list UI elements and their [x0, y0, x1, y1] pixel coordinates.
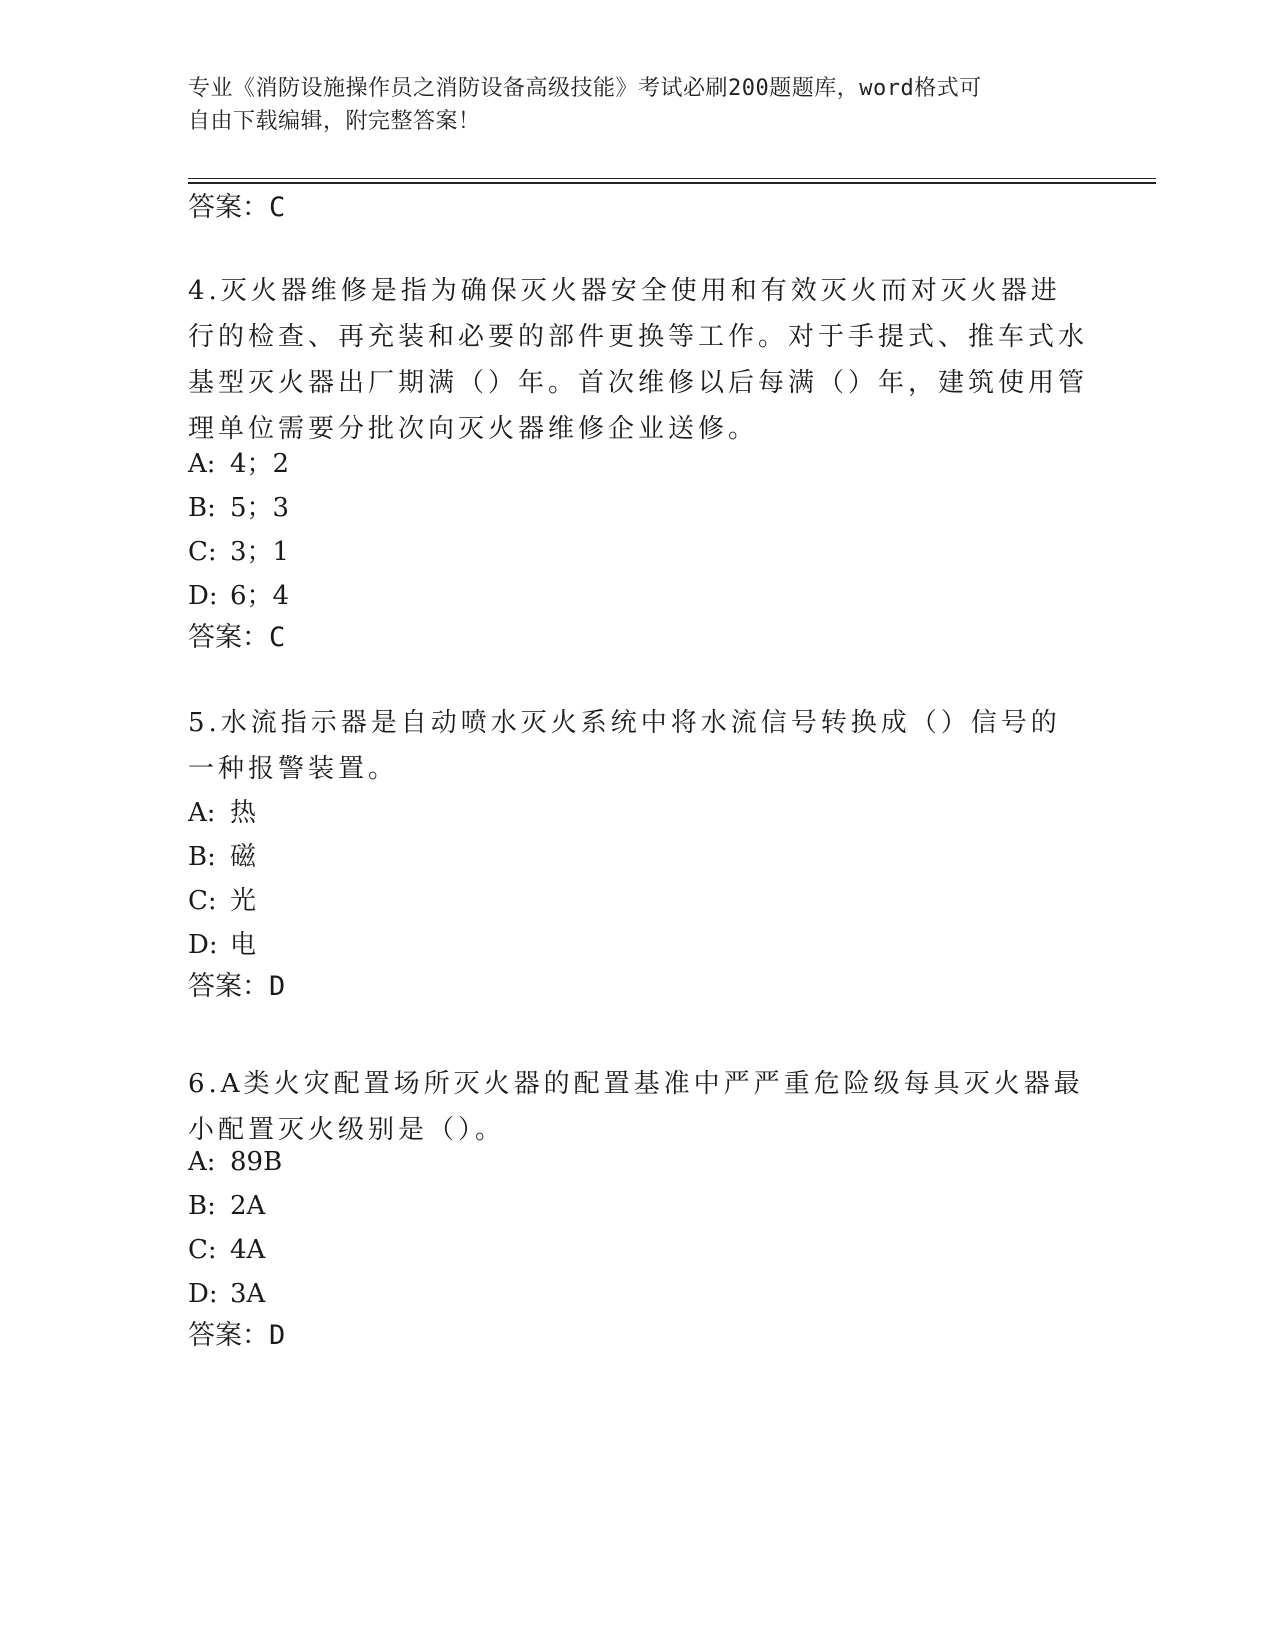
option-d — [188, 1278, 265, 1310]
option-a — [188, 448, 289, 480]
option-label: B: — [188, 493, 216, 523]
question-text: 4.灭火器维修是指为确保灭火器安全使用和有效灭火而对灭火器进行的检查、再充装和必要的部件更换等工作。对于手提式、推车式水基型灭火器出厂期满（）年。首次维修以后每满（）年，建筑使用管理单位需要分批次向灭火器维修企业送修。 — [188, 276, 1089, 444]
option-label: B: — [188, 842, 216, 872]
option-label: C: — [188, 537, 217, 567]
option-value: 磁 — [230, 842, 257, 872]
question-text: 6.A类火灾配置场所灭火器的配置基准中严严重危险级每具灭火器最小配置灭火级别是（）。 — [188, 1069, 1084, 1145]
answer-label: 答案：C — [188, 192, 286, 223]
option-label: B: — [188, 1191, 216, 1221]
document-header — [188, 72, 1088, 138]
option-value: 热 — [230, 798, 257, 828]
option-label: D: — [188, 930, 218, 960]
option-d — [188, 580, 289, 612]
option-value: 2A — [230, 1191, 266, 1221]
option-value: 4A — [230, 1235, 266, 1265]
option-label: A: — [188, 449, 216, 479]
option-d — [188, 929, 256, 961]
option-b — [188, 841, 256, 873]
option-value: 89B — [230, 1147, 283, 1177]
option-label: A: — [188, 1147, 216, 1177]
option-c — [188, 885, 256, 917]
answer-label: 答案：C — [188, 622, 286, 653]
option-label: D: — [188, 581, 218, 611]
header-line-2: 自由下载编辑，附完整答案！ — [188, 109, 481, 134]
option-value: 5；3 — [230, 493, 290, 523]
option-value: 3A — [230, 1279, 266, 1309]
option-label: D: — [188, 1279, 218, 1309]
option-c — [188, 536, 289, 568]
option-value: 电 — [230, 930, 257, 960]
answer-label: 答案：D — [188, 1320, 286, 1351]
option-b — [188, 492, 289, 524]
option-value: 4；2 — [230, 449, 290, 479]
option-a — [188, 1146, 282, 1178]
option-value: 6；4 — [230, 581, 290, 611]
header-line-1: 专业《消防设施操作员之消防设备高级技能》考试必刷200题题库，word格式可 — [188, 76, 982, 101]
header-divider-thick — [188, 182, 1156, 184]
option-label: A: — [188, 798, 216, 828]
header-divider-thin — [188, 178, 1156, 179]
answer-label: 答案：D — [188, 971, 286, 1002]
question-text: 5.水流指示器是自动喷水灭火系统中将水流信号转换成（）信号的一种报警装置。 — [188, 708, 1061, 784]
option-a — [188, 797, 256, 829]
option-b — [188, 1190, 265, 1222]
option-label: C: — [188, 1235, 217, 1265]
option-label: C: — [188, 886, 217, 916]
option-value: 光 — [230, 886, 257, 916]
option-value: 3；1 — [230, 537, 290, 567]
option-c — [188, 1234, 265, 1266]
